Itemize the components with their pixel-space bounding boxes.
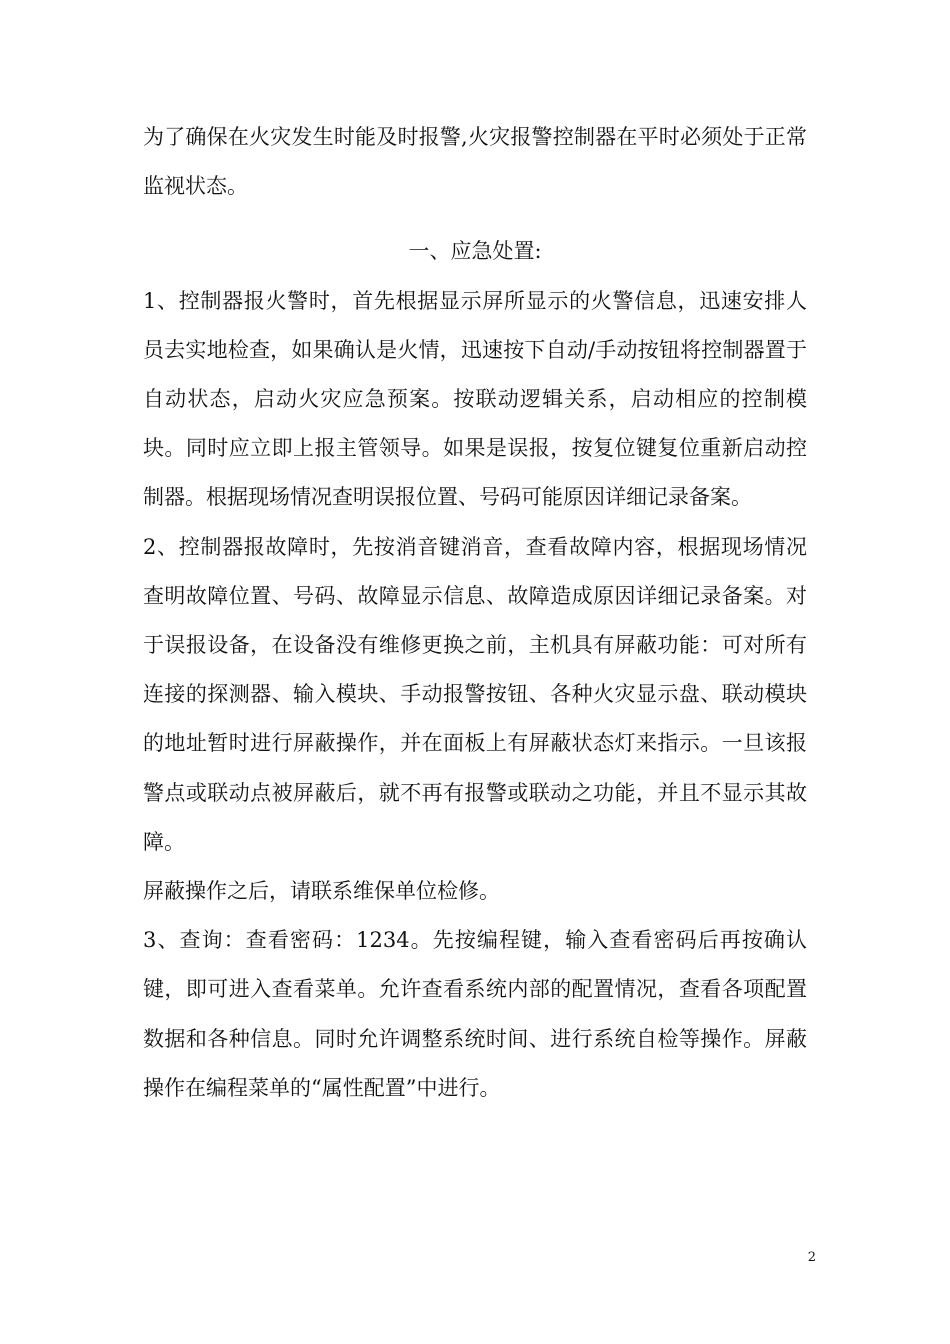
paragraph-query: 3、查询：查看密码：1234。先按编程键，输入查看密码后再按确认键，即可进入查看菜单。允许查看系统内部的配置情况，查看各项配置数据和各种信息。同时允许调整系统时间、进行系统自检等操作。屏蔽操作在编程菜单的“属性配置”中进行。 — [143, 928, 807, 1100]
paragraph-maintenance-note: 屏蔽操作之后，请联系维保单位检修。 — [143, 879, 500, 904]
section-heading: 一、应急处置: — [408, 239, 542, 264]
document-body — [143, 113, 807, 1113]
paragraph-fire-alarm: 1、控制器报火警时，首先根据显示屏所显示的火警信息，迅速安排人员去实地检查，如果确认是火情，迅速按下自动/手动按钮将控制器置于自动状态，启动火灾应急预案。按联动逻辑关系，启动相应的控制模块。同时应立即上报主管领导。如果是误报，按复位键复位重新启动控制器。根据现场情况查明误报位置、号码可能原因详细记录备案。 — [143, 288, 807, 510]
intro-paragraph: 为了确保在火灾发生时能及时报警,火灾报警控制器在平时必须处于正常监视状态。 — [143, 125, 807, 199]
paragraph-fault: 2、控制器报故障时，先按消音键消音，查看故障内容，根据现场情况查明故障位置、号码、故障显示信息、故障造成原因详细记录备案。对于误报设备，在设备没有维修更换之前，主机具有屏蔽功能：可对所有连接的探测器、输入模块、手动报警按钮、各种火灾显示盘、联动模块的地址暂时进行屏蔽操作，并在面板上有屏蔽状态灯来指示。一旦该报警点或联动点被屏蔽后，就不再有报警或联动之功能，并且不显示其故障。 — [143, 534, 807, 854]
page-number: 2 — [807, 1250, 816, 1265]
